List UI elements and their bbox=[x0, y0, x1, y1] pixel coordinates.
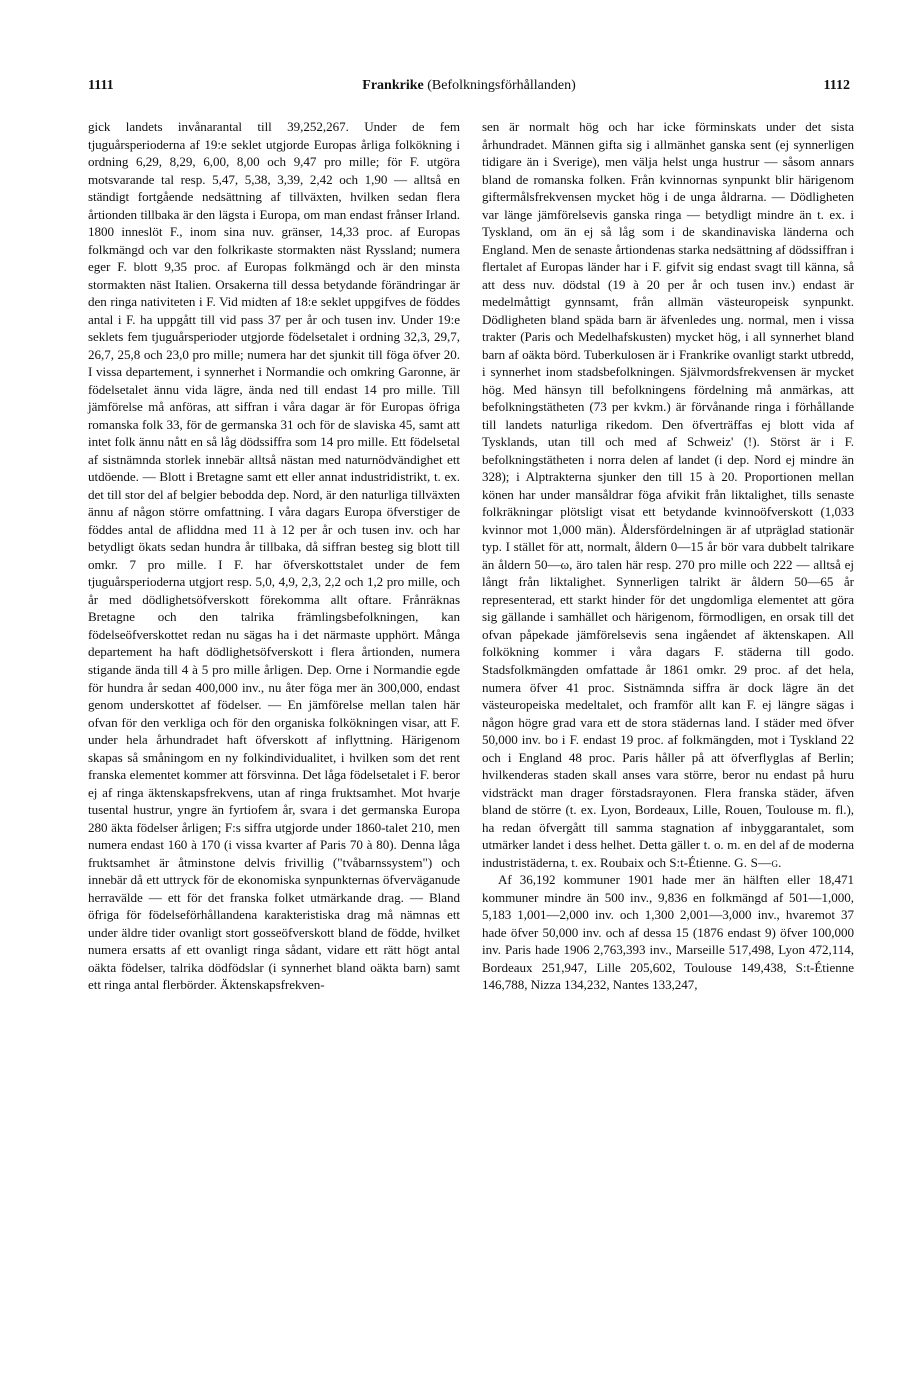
title-sub: (Befolkningsförhållanden) bbox=[427, 78, 576, 93]
page-number-left: 1111 bbox=[88, 78, 114, 93]
running-title bbox=[88, 78, 850, 94]
author-signature: G. S—g. bbox=[734, 854, 782, 870]
left-paragraph: gick landets invånarantal till 39,252,267. Under de fem tjuguårsperioderna af 19:e seklet utgjorde Europas årliga folkökning i ordning 6,29, 8,29, 6,00, 8,00 och 9,47 pro mille; för F. utgöra motsvarande tal resp. 5,47, 5,38, 3,39, 2,42 och 1,90 — alltså en ständigt fortgående nedsättning af tillväxten, hvilken sedan flera årtionden tillbaka är den lägsta i Europa, om man endast frånser Irland. 1800 inneslöt F., inom sina nuv. gränser, 14,33 proc. af Europas folkmängd och var den folkrikaste stormakten näst Ryssland; numera eger F. blott 9,35 proc. af Europas folkmängd och är den minsta stormakten näst Italien. Orsakerna till dessa betydande förändringar är den ringa nativiteten i F. Vid midten af 18:e seklet uppgifves de föddes antal i F. ha uppgått till vid pass 37 per år och tusen inv. Under 19:e seklets fem tjuguårsperioder utgjorde födelsetalet i ordning 32,3, 29,7, 26,7, 25,8 och 23,0 pro mille; numera har det sjunkit till föga öfver 20. I vissa departement, i synnerhet i Normandie och omkring Garonne, är födelsetalet ännu vida lägre, ända ned till endast 14 pro mille. Till jämförelse må anföras, att siffran i våra dagar är för Europas öfriga romanska folk 33, för de germanska 31 och för de slaviska 45, samt att intet folk ännu nått en så låg dödssiffra som 14 pro mille. Ett födelsetal af sistnämnda storlek innebär alltså nästan med naturnödvändighet ett utdöende. — Blott i Bretagne samt ett eller annat industridistrikt, t. ex. det till stor del af belgier bebodda dep. Nord, är den naturliga tillväxten ännu af någon större omfattning. I våra dagars Europa öfverstiger de föddes antal de afliddna med 11 à 12 per år och tusen inv. och har betydligt ökats sedan hundra år tillbaka, då siffran besteg sig blott till omkr. 7 pro mille. I F. har öfverskottstalet under de fem tjuguårsperioderna utgjort resp. 5,0, 4,9, 2,3, 2,2 och 1,2 pro mille, och år med dödlighetsöfverskott förekomma allt oftare. Frånräknas Bretagne och den talrika främlingsbefolkningen, kan födelseöfverskottet redan nu sägas ha i det närmaste upphört. Många departement ha haft dödlighetsöfverskott i flera årtionden, numera stigande ända till 4 à 5 pro mille årligen. Dep. Orne i Normandie egde för hundra år sedan 400,000 inv., nu åter föga mer än 300,000, endast genom underskottet af födelser. — En jämförelse mellan talen här ofvan för den verkliga och för den organiska folkökningen visar, att F. under hela århundradet haft öfverskott af inflyttning. Härigenom skapas så småningom en ny folkindividualitet, i hvilken som det rent franska elementet kommer att försvinna. Det låga födelsetalet i F. beror ej af ringa äktenskapsfrekvens, utan af ringa fruktsamhet. Mot hvarje tusental hustrur, yngre än fyrtiofem år, svara i det germanska Europa 280 äkta födelser årligen; F:s siffra utgjorde under 1860-talet 210, men numera endast 160 à 170 (i vissa kvarter af Paris 70 à 80). Denna låga fruktsamhet är åtminstone delvis frivillig ("tvåbarnssystem") och innebär då ett uttryck för de ekonomiska synpunkternas öfverväganude herravälde — ett för det franska folket utmärkande drag. — Bland öfriga för födelseförhållandena karakteristiska drag må nämnas ett under äldre tider ovanligt stort gosseöfverskott bland de födde, hvilket numera ersatts af ett ovanligt ringa sådant, vidare ett rätt högt antal oäkta födelser, talrika dödfödslar (i synnerhet bland oäkta barn) samt ett ringa antal flerbörder. Äktenskapsfrekven- bbox=[88, 119, 460, 993]
right-paragraph-1 bbox=[482, 118, 854, 871]
right-column bbox=[482, 118, 854, 994]
left-column bbox=[88, 118, 460, 994]
title-main: Frankrike bbox=[362, 78, 424, 93]
page-number-right: 1112 bbox=[823, 78, 850, 93]
running-header bbox=[88, 78, 850, 102]
right-paragraph-2: Af 36,192 kommuner 1901 hade mer än hälften eller 18,471 kommuner mindre än 500 inv., 9,836 en folkmängd af 501—1,000, 5,183 1,001—2,000 inv. och 1,300 2,001—3,000 inv., hvaremot 37 hade öfver 50,000 inv. och af dessa 15 (1876 endast 9) öfver 100,000 inv. Paris hade 1906 2,763,393 inv., Marseille 517,498, Lyon 472,114, Bordeaux 251,947, Lille 205,602, Toulouse 149,438, S:t-Étienne 146,788, Nizza 134,232, Nantes 133,247, bbox=[482, 872, 854, 993]
right-paragraph-1-text: sen är normalt hög och har icke förminskats under det sista århundradet. Männen gifta sig i allmänhet ganska sent (ej synnerligen tidigare än i Sverige), men välja helst unga hustrur — såsom annars bland de romanska folken. Från kvinnornas synpunkt blir härigenom giftermålsfrekvensen mycket hög i de unga åldrarna. — Dödligheten var länge jämförelsevis ganska ringa — betydligt mindre än t. ex. i Tyskland, om än ej så låg som i de skandinaviska länderna och England. Men de senaste årtiondenas starka nedsättning af dödssiffran i flertalet af Europas länder har i F. gifvit sig endast svagt till känna, så att dess nuv. dödstal (19 à 20 per år och tusen inv.) endast är medelmåttigt gynnsamt, från allmän västeuropeisk synpunkt. Dödligheten bland späda barn är äfvenledes ung. normal, men i vissa trakter (Paris och Medelhafskusten) mycket hög, i all synnerhet bland barn af oäkta börd. Tuberkulosen är i Frankrike ovanligt starkt utbredd, i synnerhet inom stadsbefolkningen. Självmordsfrekvensen är mycket hög. Med hänsyn till befolkningens fördelning må anmärkas, att befolkningstätheten (73 per kvkm.) är förvånande ringa i förhållande till landets naturliga rikedom. Den öfverträffas ej blott vida af Tysklands, utan till och med af Schweiz' (!). Störst är i F. befolkningstätheten i norra delen af landet (i dep. Nord ej mindre än 328); i Alptrakterna sjunker den till 15 à 20. Proportionen mellan könen har under mansåldrar föga afvikit från liktalighet, tills senaste folkräkningar plötsligt visat ett betydande kvinnoöfverskott (1,033 kvinnor mot 1,000 män). Åldersfördelningen är af utpräglad stationär typ. I stället för att, normalt, åldern 0—15 år bör vara dubbelt talrikare än åldern 50—ω, äro talen här resp. 270 pro mille och 222 — alltså ej långt från liktalighet. Synnerligen talrikt är åldern 50—65 år representerad, ett starkt hinder för det ungdomliga elementet att göra sig gällande i samhället och härigenom, förmodligen, en orsak till det ofvan påpekade jämförelsevis sena ingåendet af äktenskapen. All folkökning kommer i våra dagars F. städerna till godo. Stadsfolkmängden omfattade år 1861 omkr. 29 proc. af det hela, numera öfver 41 proc. Sistnämnda siffra är dock lägre än det västeuropeiska medeltalet, och framför allt kan F. ej längre sägas i någon högre grad vara ett de stora städernas land. I städer med öfver 50,000 inv. bo i F. endast 19 proc. af folkmängden, mot i Tyskland 22 och i England 48 proc. Paris håller på att öfverflyglas af Berlin; hvilkenderas staden skall anses vara större, beror nu endast på huru vidsträckt man drager förstadsrayonen. Flera franska städer, äfven bland de större (t. ex. Lyon, Bordeaux, Lille, Rouen, Toulouse m. fl.), ha redan öfvergått till samma stagnation af inbyggarantalet, som utmärker landet i dess helhet. Detta gäller t. o. m. en del af de moderna industristäderna, t. ex. Roubaix och S:t-Étienne. bbox=[482, 119, 854, 870]
